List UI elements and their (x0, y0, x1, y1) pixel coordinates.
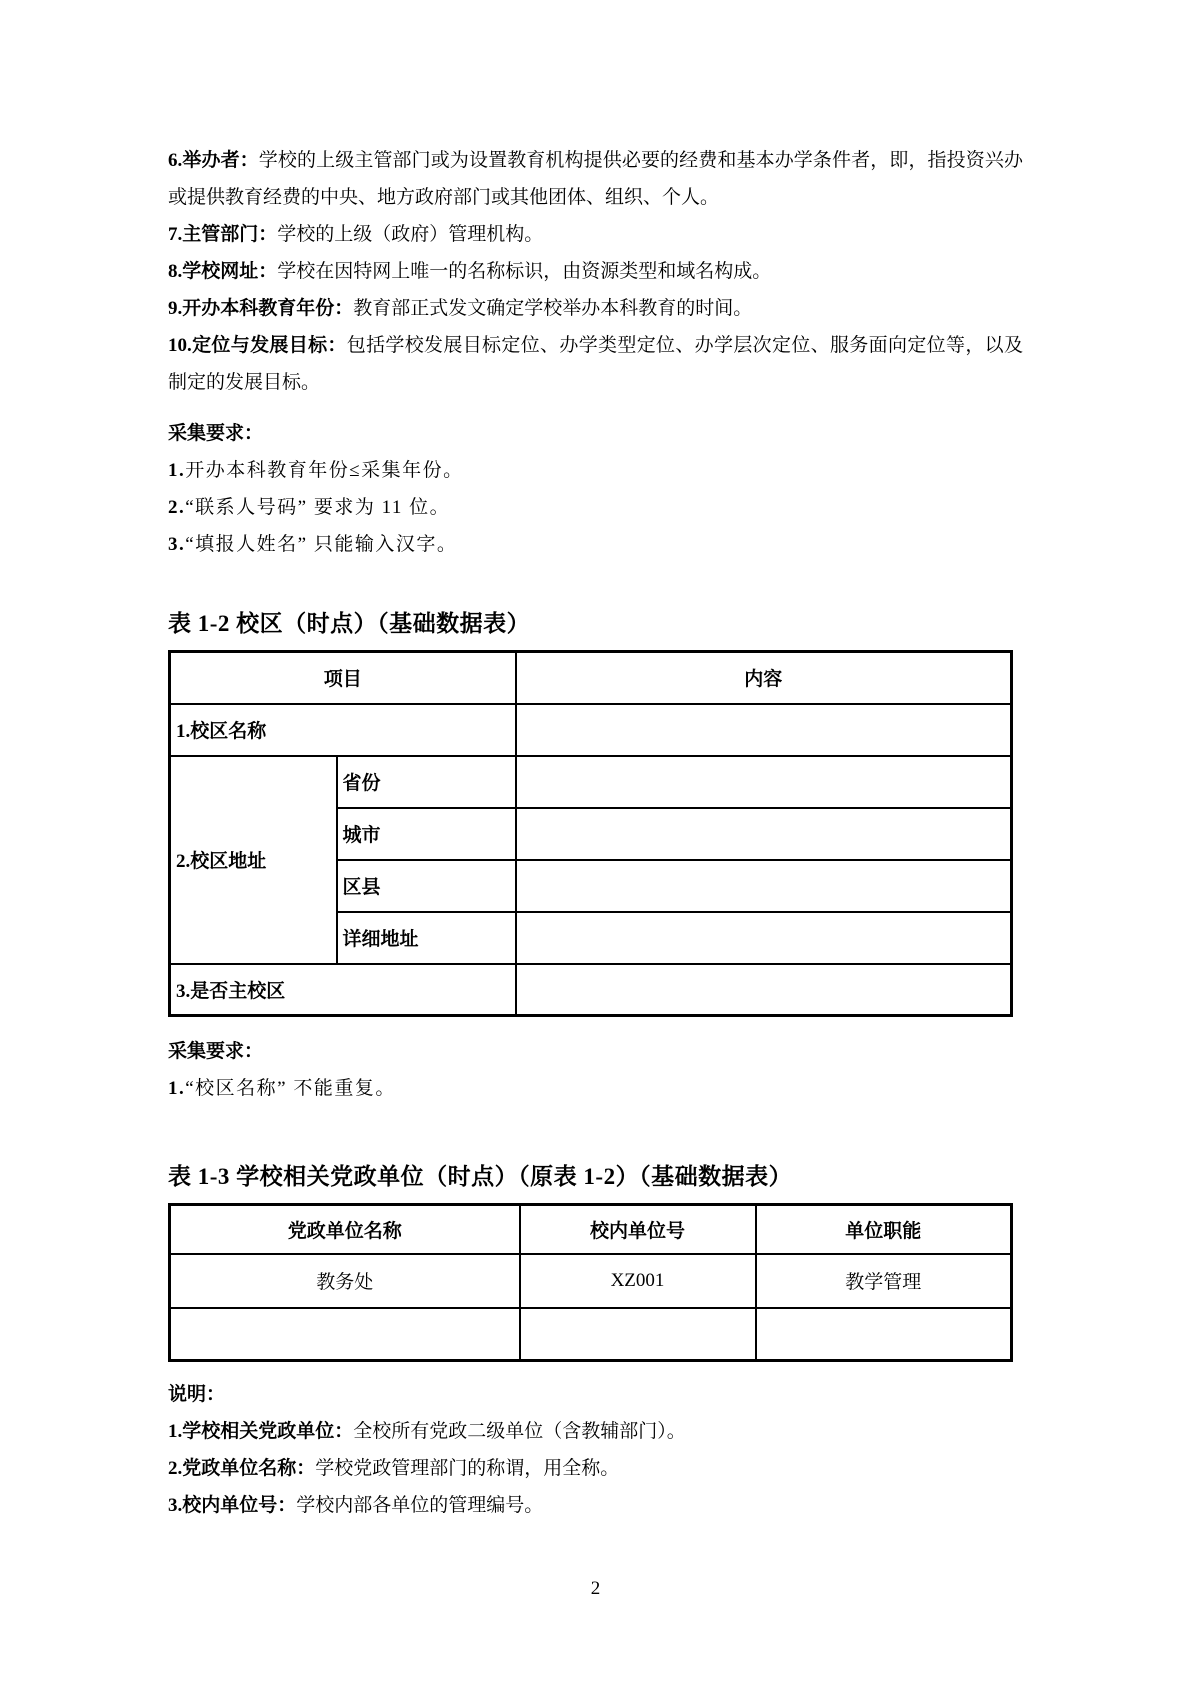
page-number: 2 (590, 1578, 601, 1599)
empty-unit-name-cell (170, 1308, 520, 1361)
unit-function-cell: 教学管理 (756, 1254, 1012, 1308)
city-label-cell: 城市 (337, 808, 516, 860)
note-3 (168, 1487, 1023, 1524)
table-1-3-data-row (170, 1254, 1012, 1308)
definition-6-text: 学校的上级主管部门或为设置教育机构提供必要的经费和基本办学条件者，即，指投资兴办或提供教育经费的中央、地方政府部门或其他团体、组织、个人。 (168, 150, 1023, 208)
city-content-cell (516, 808, 1012, 860)
definition-8 (168, 253, 1023, 290)
empty-unit-code-cell (520, 1308, 756, 1361)
campus-address-label-cell: 2.校区地址 (170, 756, 337, 964)
definition-7 (168, 216, 1023, 253)
note-1-label: 1.学校相关党政单位： (168, 1421, 354, 1442)
table-1-3-empty-row (170, 1308, 1012, 1361)
table-1-2-header-row (170, 652, 1012, 704)
campus-name-content-cell (516, 704, 1012, 756)
district-content-cell (516, 860, 1012, 912)
header-unit-function: 单位职能 (756, 1205, 1012, 1254)
unit-code-cell: XZ001 (520, 1254, 756, 1308)
table-1-2 (168, 650, 1013, 1017)
requirement-1-text: 开办本科教育年份≤采集年份。 (185, 460, 464, 481)
requirement-3-number: 3. (168, 534, 186, 555)
requirement-3-text: “填报人姓名” 只能输入汉字。 (185, 534, 458, 555)
campus-requirement-1-number: 1. (168, 1078, 186, 1099)
campus-table-requirements-title: 采集要求： (168, 1041, 264, 1062)
definition-9-label: 9.开办本科教育年份： (168, 298, 354, 319)
requirement-2-number: 2. (168, 497, 186, 518)
table-row-is-main-campus (170, 964, 1012, 1016)
table-1-2-header-item: 项目 (170, 652, 516, 704)
header-unit-code: 校内单位号 (520, 1205, 756, 1254)
table-row-campus-name (170, 704, 1012, 756)
table-1-3-title: 表 1-3 学校相关党政单位（时点）（原表 1-2）（基础数据表） (168, 1164, 793, 1189)
definition-10 (168, 327, 1023, 401)
unit-name-cell: 教务处 (170, 1254, 520, 1308)
note-2-label: 2.党政单位名称： (168, 1458, 316, 1479)
note-1-text: 全校所有党政二级单位（含教辅部门）。 (353, 1421, 686, 1442)
table-row-province (170, 756, 1012, 808)
definition-10-label: 10.定位与发展目标： (168, 335, 347, 356)
definition-6 (168, 142, 1023, 216)
table-1-2-title: 表 1-2 校区（时点）（基础数据表） (168, 611, 531, 636)
definition-7-label: 7.主管部门： (168, 224, 278, 245)
table-1-3-header-row (170, 1205, 1012, 1254)
campus-name-label-cell: 1.校区名称 (170, 704, 516, 756)
definition-9-text: 教育部正式发文确定学校举办本科教育的时间。 (353, 298, 753, 319)
table-1-2-header-content: 内容 (516, 652, 1012, 704)
detail-address-content-cell (516, 912, 1012, 964)
collection-requirements-title: 采集要求： (168, 423, 264, 444)
campus-requirement-1-text: “校区名称” 不能重复。 (185, 1078, 396, 1099)
province-label-cell: 省份 (337, 756, 516, 808)
empty-unit-function-cell (756, 1308, 1012, 1361)
campus-table-requirement-1 (168, 1070, 1023, 1107)
requirement-2-text: “联系人号码” 要求为 11 位。 (185, 497, 451, 518)
definition-10-text: 包括学校发展目标定位、办学类型定位、办学层次定位、服务面向定位等，以及制定的发展目标。 (168, 335, 1023, 393)
definition-8-text: 学校在因特网上唯一的名称标识，由资源类型和域名构成。 (277, 261, 772, 282)
collection-requirement-2 (168, 489, 1023, 526)
header-unit-name: 党政单位名称 (170, 1205, 520, 1254)
table-1-3 (168, 1203, 1013, 1362)
is-main-campus-content-cell (516, 964, 1012, 1016)
definition-7-text: 学校的上级（政府）管理机构。 (277, 224, 544, 245)
note-3-text: 学校内部各单位的管理编号。 (296, 1495, 544, 1516)
note-1 (168, 1413, 1023, 1450)
note-2-text: 学校党政管理部门的称谓，用全称。 (315, 1458, 620, 1479)
district-label-cell: 区县 (337, 860, 516, 912)
note-3-label: 3.校内单位号： (168, 1495, 297, 1516)
definition-6-label: 6.举办者： (168, 150, 259, 171)
collection-requirement-3 (168, 526, 1023, 563)
definition-8-label: 8.学校网址： (168, 261, 278, 282)
note-2 (168, 1450, 1023, 1487)
is-main-campus-label-cell: 3.是否主校区 (170, 964, 516, 1016)
detail-address-label-cell: 详细地址 (337, 912, 516, 964)
notes-title: 说明： (168, 1384, 226, 1405)
definition-9 (168, 290, 1023, 327)
province-content-cell (516, 756, 1012, 808)
requirement-1-number: 1. (168, 460, 186, 481)
collection-requirement-1 (168, 452, 1023, 489)
